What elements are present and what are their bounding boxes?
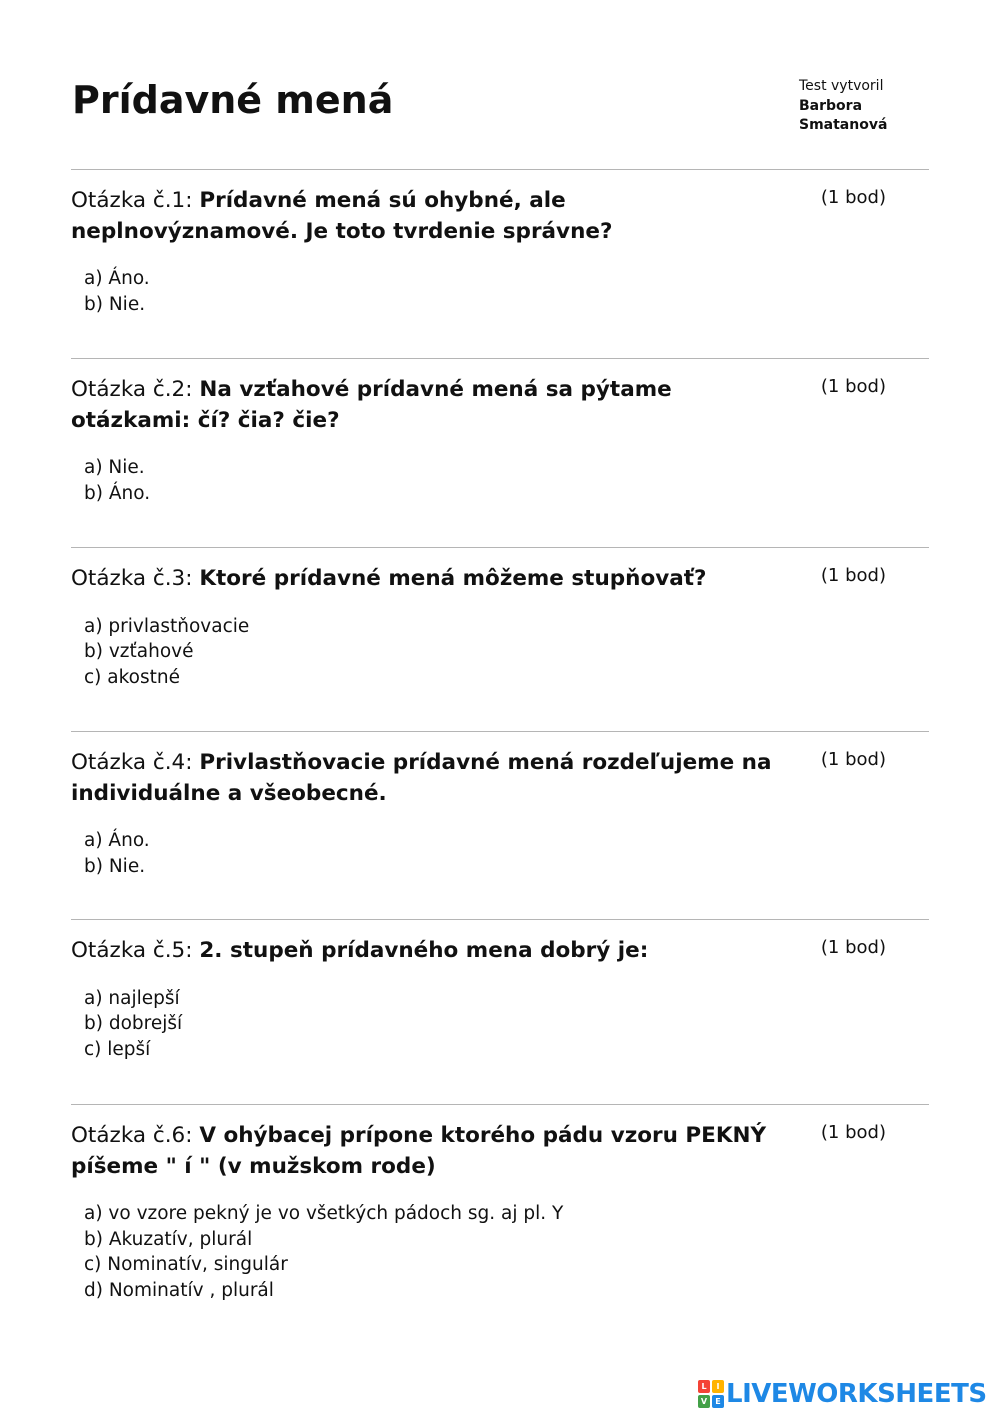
- question-text: Prídavné mená sú ohybné, ale neplnovýznamové. Je toto tvrdenie správne?: [71, 188, 613, 244]
- logo-tile-l: L: [698, 1380, 710, 1393]
- author-block: [799, 77, 969, 136]
- question-heading: [71, 375, 929, 436]
- logo-tile-i: I: [712, 1380, 724, 1393]
- question-6: [71, 1104, 929, 1304]
- question-points: (1 bod): [820, 749, 886, 770]
- answer-options: [84, 266, 929, 317]
- page-title: Prídavné mená: [72, 78, 394, 122]
- answer-option[interactable]: a) privlastňovacie: [84, 615, 250, 637]
- answer-option[interactable]: a) najlepší: [84, 987, 180, 1009]
- question-points: (1 bod): [820, 1122, 886, 1143]
- question-heading: [71, 564, 929, 595]
- question-text: 2. stupeň prídavného mena dobrý je:: [199, 938, 649, 963]
- answer-options: [84, 455, 929, 506]
- question-heading: [71, 186, 929, 247]
- liveworksheets-logo[interactable]: [698, 1376, 987, 1412]
- logo-tile-v: V: [698, 1395, 710, 1408]
- question-text: Privlastňovacie prídavné mená rozdeľujeme na individuálne a všeobecné.: [71, 750, 772, 806]
- question-text: Na vzťahové prídavné mená sa pýtame otázkami: čí? čia? čie?: [71, 377, 672, 433]
- question-number: Otázka č.5:: [71, 938, 193, 963]
- question-points: (1 bod): [820, 565, 886, 586]
- question-points: (1 bod): [820, 937, 886, 958]
- question-number: Otázka č.4:: [71, 750, 193, 775]
- logo-tile-e: E: [712, 1395, 724, 1408]
- question-number: Otázka č.1:: [71, 188, 193, 213]
- question-heading: [71, 936, 929, 967]
- answer-option[interactable]: b) Akuzatív, plurál: [84, 1228, 253, 1250]
- question-text: Ktoré prídavné mená môžeme stupňovať?: [199, 566, 707, 591]
- answer-option[interactable]: a) Áno.: [84, 830, 150, 851]
- question-heading: [71, 748, 929, 809]
- answer-option[interactable]: b) Nie.: [84, 293, 146, 315]
- question-number: Otázka č.3:: [71, 566, 193, 591]
- question-3: [71, 547, 929, 691]
- answer-option[interactable]: b) vzťahové: [84, 641, 194, 663]
- answer-option[interactable]: c) lepší: [84, 1038, 151, 1060]
- answer-option[interactable]: b) Áno.: [84, 482, 151, 504]
- question-number: Otázka č.6:: [71, 1123, 193, 1148]
- author-name: Barbora Smatanová: [799, 97, 888, 133]
- question-points: (1 bod): [820, 187, 886, 208]
- answer-option[interactable]: a) Nie.: [84, 457, 145, 478]
- question-4: [71, 731, 929, 879]
- answer-option[interactable]: c) akostné: [84, 666, 180, 688]
- answer-option[interactable]: a) vo vzore pekný je vo všetkých pádoch sg. aj pl. Y: [84, 1203, 564, 1224]
- answer-option[interactable]: c) Nominatív, singulár: [84, 1254, 288, 1276]
- question-text: V ohýbacej prípone ktorého pádu vzoru PEKNÝ píšeme " í " (v mužskom rode): [71, 1123, 767, 1179]
- question-number: Otázka č.2:: [71, 377, 193, 402]
- answer-options: [84, 828, 929, 879]
- answer-options: [84, 1201, 929, 1304]
- question-points: (1 bod): [820, 376, 886, 397]
- question-2: [71, 358, 929, 506]
- question-heading: [71, 1121, 929, 1182]
- author-label: Test vytvoril: [799, 78, 884, 94]
- answer-option[interactable]: b) dobrejší: [84, 1013, 183, 1035]
- answer-option[interactable]: b) Nie.: [84, 855, 146, 877]
- liveworksheets-icon: [698, 1380, 724, 1408]
- answer-options: [84, 614, 929, 691]
- answer-option[interactable]: d) Nominatív , plurál: [84, 1280, 274, 1302]
- question-5: [71, 919, 929, 1063]
- liveworksheets-wordmark: LIVEWORKSHEETS: [726, 1379, 987, 1409]
- answer-options: [84, 986, 929, 1063]
- answer-option[interactable]: a) Áno.: [84, 268, 150, 289]
- question-1: [71, 169, 929, 317]
